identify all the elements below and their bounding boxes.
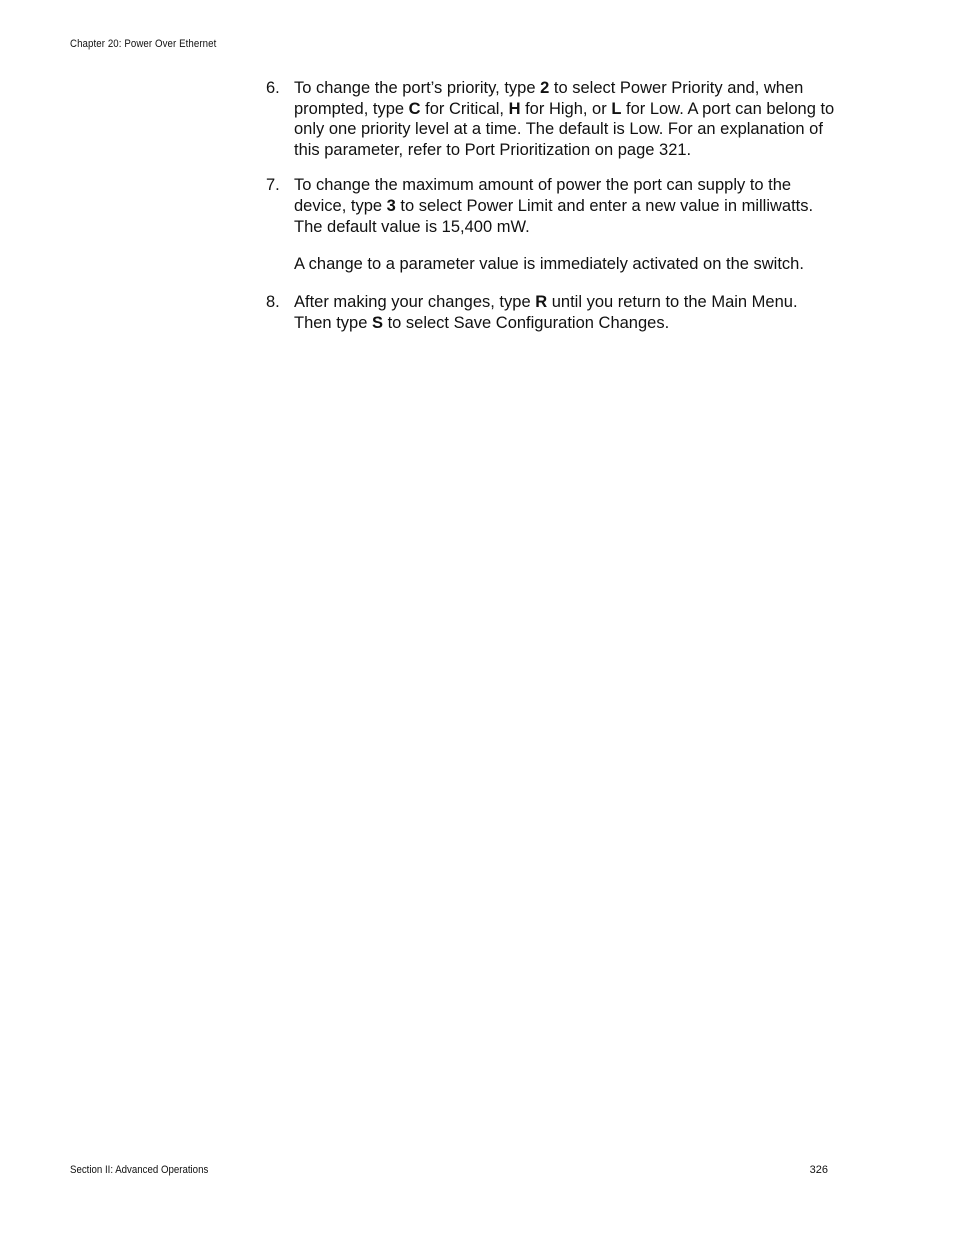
step-text: After making your changes, type R until you return to the Main Menu. Then type S to select Save Configuration Changes. <box>294 293 798 332</box>
step-number: 7. <box>266 176 280 195</box>
step-number: 8. <box>266 293 280 312</box>
step-text: To change the port’s priority, type 2 to select Power Priority and, when prompted, type C for Critical, H for High, or L for Low. A port can belong to only one priority level at a time. The default is Low. For an explanation of this parameter, refer to Port Prioritization on page 321. <box>294 79 835 159</box>
step-6 <box>266 78 836 160</box>
step-number: 6. <box>266 79 280 97</box>
running-head: Chapter 20: Power Over Ethernet <box>70 38 217 50</box>
page-number: 326 <box>809 1164 828 1176</box>
step-text: To change the maximum amount of power the port can supply to the device, type 3 to select Power Limit and enter a new value in milliwatts. The default value is 15,400 mW. <box>294 176 814 236</box>
step-note: A change to a parameter value is immediately activated on the switch. <box>294 255 804 274</box>
step-7 <box>266 175 836 275</box>
footer-section-title: Section II: Advanced Operations <box>70 1164 209 1176</box>
step-8 <box>266 292 836 333</box>
procedure-steps <box>266 78 836 348</box>
